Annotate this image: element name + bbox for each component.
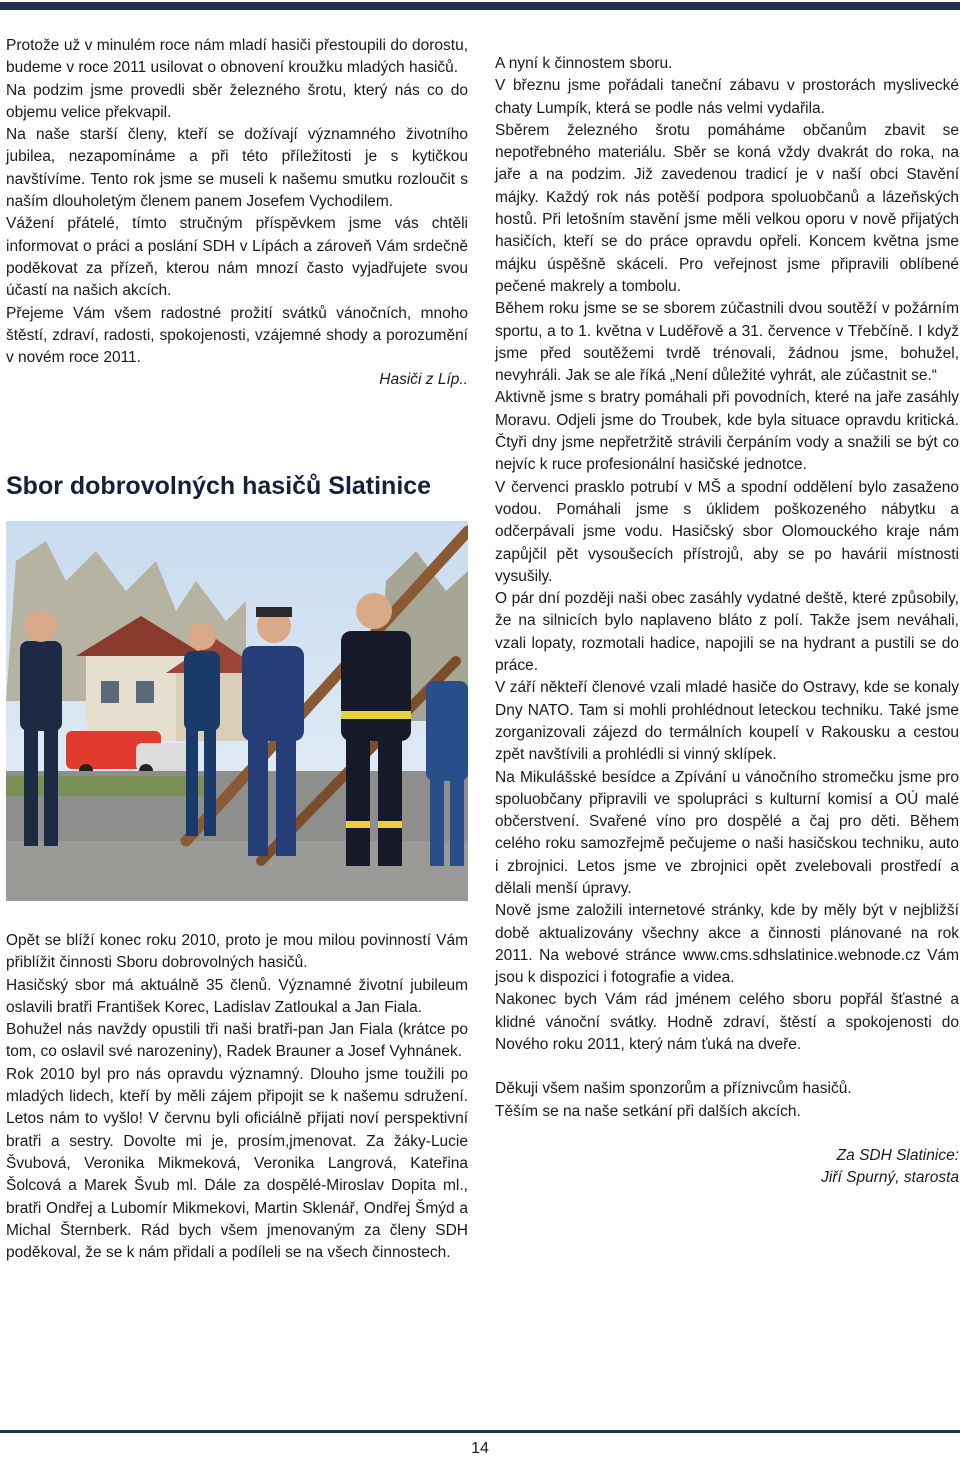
paragraph: Opět se blíží konec roku 2010, proto je mou milou povinností Vám přiblížit činnosti Sboru dobrovolných hasičů. <box>6 932 468 972</box>
paragraph: Aktivně jsme s bratry pomáhali při povodních, které na jaře zasáhly Moravu. Odjeli jsme do Troubek, kde byla situace opravdu kritická. Čtyři dny jsme nepřetržitě strávili čerpáním vody a snažili se být co nejvíc k ruce profesionální hasičské jednotce. <box>495 389 959 474</box>
left-column-top <box>6 35 468 392</box>
photo-firefighters <box>6 521 468 901</box>
paragraph: Protože už v minulém roce nám mladí hasiči přestoupili do dorostu, budeme v roce 2011 usilovat o obnovení kroužku mladých hasičů. <box>6 37 468 77</box>
paragraph: Rok 2010 byl pro nás opravdu významný. Dlouho jsme toužili po mladých lidech, kteří by měli zájem připojit se k našemu sdružení. Letos nám to vyšlo! V červnu byli oficiálně přijati noví perspektivní bratři a sestry. Dovolte mi je, prosím,jmenovat. Za žáky-Lucie Švubová, Veronika Mikmeková, Veronika Langrová, Kateřina Šolcová a Marek Švub ml. Dále za dospělé-Miroslav Dopita ml., bratři Ondřej a Lubomír Mikmekovi, Martin Sklenář, Ondřej Šmýd a Michal Šternberk. Rád bych všem jmenovaným za členy SDH poděkoval, že se k nám přidali a podíleli se na všech činnostech. <box>6 1065 468 1262</box>
paragraph: V červenci prasklo potrubí v MŠ a spodní oddělení bylo zasaženo vodou. Pomáhali jsme s úklidem poškozeného nábytku a odčerpávali jsme vodu. Hasičský sbor Olomouckého kraje nám zapůjčil pět vysoušecích přístrojů, aby se po havárii místnosti vysušily. <box>495 478 959 585</box>
paragraph: Bohužel nás navždy opustili tři naši bratři-pan Jan Fiala (krátce po tom, co oslavil své narozeniny), Radek Brauner a Josef Vyhnánek. <box>6 1021 468 1061</box>
paragraph: Na Mikulášské besídce a Zpívání u vánočního stromečku jsme pro spoluobčany připravili ve spolupráci s kulturní komisí a OÚ malé občerstvení. Svařené víno pro dospělé a čaj pro děti. Během celého roku samozřejmě pečujeme o naši hasičskou techniku, auto i zbrojnici. Letos jsme ve zbrojnici opět zvelebovali prostředí a dělali menší úpravy. <box>495 768 959 897</box>
paragraph: Sběrem železného šrotu pomáháme občanům zbavit se nepotřebného materiálu. Sběr se koná vždy dvakrát do roka, na jaře a na podzim. Již zavedenou tradicí je v naší obci Stavění májky. Každý rok nás potěší podpora spoluobčanů a lázeňských hostů. Při letošním stavění jsme měli velkou oporu v nově přijatých hasičích, kteří se do práce opravdu opřeli. Koncem května jsme májku úspěšně skáceli. Pro veřejnost jsme připravili oblíbené pečené makrely a tombolu. <box>495 121 959 295</box>
paragraph: A nyní k činnostem sboru. <box>495 55 673 72</box>
top-rule <box>0 2 960 10</box>
paragraph: Vážení přátelé, tímto stručným příspěvkem jsme vás chtěli informovat o práci a poslání SDH v Lípách a zároveň Vám srdečně poděkovat za přízeň, kterou nám mnozí často vyjadřujete svou účastí na našich akcích. <box>6 215 468 300</box>
paragraph: V březnu jsme pořádali taneční zábavu v prostorách myslivecké chaty Lumpík, která se podle nás velmi vydařila. <box>495 77 959 117</box>
paragraph: Na naše starší členy, kteří se dožívají významného životního jubilea, nezapomínáme a při této příležitosti je s kytičkou navštívíme. Tento rok jsme se museli k našemu smutku rozloučit s naším dlouholetým členem panem Josefem Vychodilem. <box>6 126 468 211</box>
thanks-line: Těším se na naše setkání při dalších akcích. <box>495 1102 801 1120</box>
paragraph: Nově jsme založili internetové stránky, kde by měly být v nejbližší době aktualizovány všechny akce a činnosti plánované na rok 2011. Na webové stránce www.cms.sdhslatinice.webnode.cz Vám jsou k dispozici i fotografie a videa. <box>495 902 959 987</box>
paragraph: Hasičský sbor má aktuálně 35 členů. Významné životní jubileum oslavili bratři František Korec, Ladislav Zatloukal a Jan Fiala. <box>6 976 468 1016</box>
left-column-bottom <box>6 930 468 1264</box>
article-heading: Sbor dobrovolných hasičů Slatinice <box>6 472 432 500</box>
paragraph: Na podzim jsme provedli sběr železného šrotu, který nás co do objemu velice překvapil. <box>6 81 468 121</box>
signoff: Hasiči z Líp.. <box>379 371 468 389</box>
paragraph: Nakonec bych Vám rád jménem celého sboru popřál šťastné a klidné vánoční svátky. Hodně zdraví, štěstí a spokojenosti do Nového roku 2011, který nám ťuká na dveře. <box>495 991 959 1054</box>
paragraph: Přejeme Vám všem radostné prožití svátků vánočních, mnoho štěstí, zdraví, radosti, spokojenosti, vzájemné shody a porozumění v novém roce 2011. <box>6 304 468 367</box>
right-column <box>495 53 959 1190</box>
thanks-line: Děkuji všem našim sponzorům a příznivcům hasičů. <box>495 1080 852 1098</box>
bottom-rule <box>0 1430 960 1433</box>
page-number: 14 <box>471 1440 489 1457</box>
paragraph: O pár dní později naši obec zasáhly vydatné deště, které způsobily, že na silnicích bylo naplaveno bláto z polí. Takže jsem neváhali, vzali lopaty, rozmotali hadice, napojili se na hydrant a pustili se do práce. <box>495 590 959 675</box>
paragraph: V září někteří členové vzali mladé hasiče do Ostravy, kde se konaly Dny NATO. Tam si mohli prohlédnout leteckou techniku. Také jsme zorganizovali zájezd do termálních koupelí v Rakousku a cestou zpět navštívili a prohlédli si vinný sklípek. <box>495 679 959 764</box>
signature-line: Za SDH Slatinice: <box>836 1146 959 1164</box>
paragraph: Během roku jsme se se sborem zúčastnili dvou soutěží v požárním sportu, a to 1. května v Luděřově a 31. července v Třebčíně. I když jsme před soutěžemi tvrdě trénovali, žádnou jsme, bohužel, nevyhráli. Jak se ale říká „Není důležité vyhrát, ale zúčastnit se.“ <box>495 300 959 385</box>
signature-name: Jiří Spurný, starosta <box>821 1169 959 1187</box>
